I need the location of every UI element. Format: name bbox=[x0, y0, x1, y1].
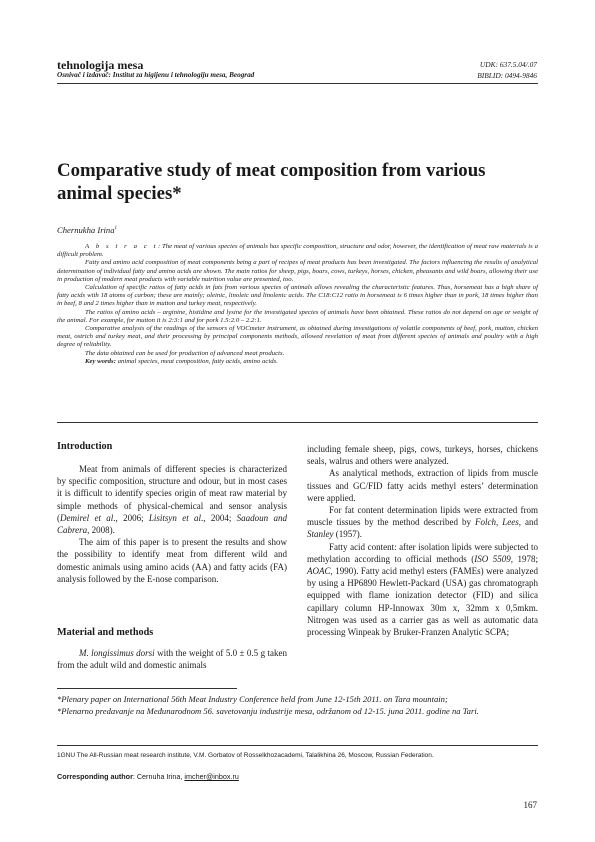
article-title: Comparative study of meat composition from various animal species* bbox=[57, 160, 486, 204]
journal-name: tehnologija mesa bbox=[57, 58, 144, 72]
abstract-p5: Comparative analysis of the readings of the sensors of VOCmeter instrument, as obtained during investigations of volatile components of beef, pork, mutton, chicken meat, ostrich and turkey meat, and their processing by principal components methods, allowed revelation of meat from different species of animals and poultry with a high degree of reliability. bbox=[57, 325, 538, 349]
author-line bbox=[57, 225, 117, 235]
footnote-serbian: *Plenarno predavanje na Međunarodnom 56. savetovanju industrije mesa, održanom od 12-15. juna 2011. godine na Tari. bbox=[57, 705, 479, 716]
introduction-heading: Introduction bbox=[57, 441, 113, 452]
footnotes bbox=[57, 694, 538, 717]
methods-paragraph-1: M. longissimus dorsi with the weight of 5.0 ± 0.5 g taken from the adult wild and domestic animals bbox=[57, 648, 287, 671]
footnote-english: *Plenary paper on International 56th Meat Industry Conference held from June 12-15th 2011. on Tara mountain; bbox=[57, 694, 448, 704]
affiliation-divider bbox=[57, 745, 538, 746]
corresponding-author: Corresponding author: Cernuha Irina, imcher@inbox.ru bbox=[57, 772, 239, 781]
abstract-p6: The data obtained can be used for production of advanced meat products. bbox=[85, 349, 285, 357]
right-column-text bbox=[307, 443, 538, 638]
right-paragraph-1: As analytical methods, extraction of lipids from muscle tissues and GC/FID fatty acids methyl esters’ determination were applied. bbox=[307, 468, 538, 503]
udk-code: UDK: 637.5.04/.07 bbox=[479, 60, 537, 69]
page-number: 167 bbox=[523, 800, 537, 810]
right-paragraph-2: For fat content determination lipids were extracted from muscle tissues by the method described by Folch, Lees, and Stanley (1957). bbox=[307, 505, 538, 540]
biblid-code: BIBLID: 0494-9846 bbox=[477, 71, 537, 80]
author-name: Chernukha Irina bbox=[57, 225, 115, 235]
header-divider bbox=[57, 83, 538, 84]
methods-text bbox=[57, 647, 287, 671]
introduction-text bbox=[57, 463, 287, 585]
abstract-p1: A b s t r a c t: The meat of various species of animals has specific composition, structure and odor, however, the identification of meat raw materials is a difficult problem. bbox=[57, 243, 538, 259]
abstract-divider bbox=[57, 422, 538, 423]
abstract-label: A b s t r a c t bbox=[85, 243, 158, 250]
email-link[interactable]: imcher@inbox.ru bbox=[184, 772, 239, 781]
author-affiliation: 1GNU The All-Russian meat research institute, V.M. Gorbatov of Rosselkhozacademi, Talalikhina 26, Moscow, Russian Federation. bbox=[57, 752, 434, 759]
abstract bbox=[57, 243, 538, 366]
abstract-p2: Fatty and amino acid composition of meat components being a part of recipes of meat products has been investigated. The factors influencing the results of analytical determination of individual fatty and amino acids are shown. The main ratios for sheep, pigs, boars, cows, turkeys, horses, chicken, pheasants and wild boars, allowing their use in production of modern meat products with variable nutrition value are presented, too. bbox=[57, 259, 538, 283]
publisher-line: Osnivač i izdavač: Institut za higijenu i tehnologiju mesa, Beograd bbox=[57, 71, 255, 79]
author-affiliation-mark: 1 bbox=[114, 226, 118, 232]
corresponding-author-label: Corresponding author bbox=[57, 772, 133, 781]
intro-paragraph-2: The aim of this paper is to present the results and show the possibility to identify meat from different wild and domestic animals using amino acids (AA) and fatty acids (FA) analysis followed by the E-nose comparison. bbox=[57, 537, 287, 584]
keywords bbox=[57, 358, 538, 366]
footnote-divider bbox=[57, 688, 237, 689]
keywords-text: animal species, meat composition, fatty acids, amino acids. bbox=[117, 357, 278, 365]
keywords-label: Key words: bbox=[85, 357, 116, 365]
abstract-p3: Calculation of specific ratios of fatty acids in fats from various species of animals allows revealing the characteristic features. Thus, horsemeat has a high share of fatty acids with 18 atoms of carbon; these are mainly; oleinic, linoleic and linolenic acids. The C18:C12 ratio in horsemeat is 6 times higher than in pork, 18 times higher than in beef, 8 and 2 times higher than in mutton and turkey meat, respectively. bbox=[57, 284, 538, 308]
abstract-p4: The ratios of amino acids – arginine, histidine and lysine for the investigated species of animals have been obtained. These ratios do not depend on age or weight of the animal. For example, for mutton it is 2:3:1 and for pork 1.5:2.0 – 2.2:1. bbox=[57, 308, 538, 324]
intro-paragraph-1: Meat from animals of different species is characterized by specific composition, structure and odour, but in most cases it is difficult to identify species origin of meat raw material by simple methods of physical-chemical and sensor analysis (Demirel et al., 2006; Lisitsyn et al., 2004; Saadoun and Cabrera, 2008). bbox=[57, 464, 287, 536]
methods-heading: Material and methods bbox=[57, 627, 154, 638]
right-paragraph-3: Fatty acid content: after isolation lipids were subjected to methylation according to official methods (ISO 5509, 1978; AOAC, 1990). Fatty acid methyl esters (FAMEs) were analyzed by using a HP6890 Hewlett-Packard (USA) gas chromatograph equipped with flame ionization detector (FID) and silica capillary column HP-Innowax 30m x, 32mm x 0,5mkm. Nitrogen was used as a carrier gas as well as automatic data processing Winpeak by Bruker-Franzen Analytic SCPA; bbox=[307, 541, 538, 638]
right-paragraph-0: including female sheep, pigs, cows, turkeys, horses, chickens seals, walrus and others were analyzed. bbox=[307, 444, 538, 467]
